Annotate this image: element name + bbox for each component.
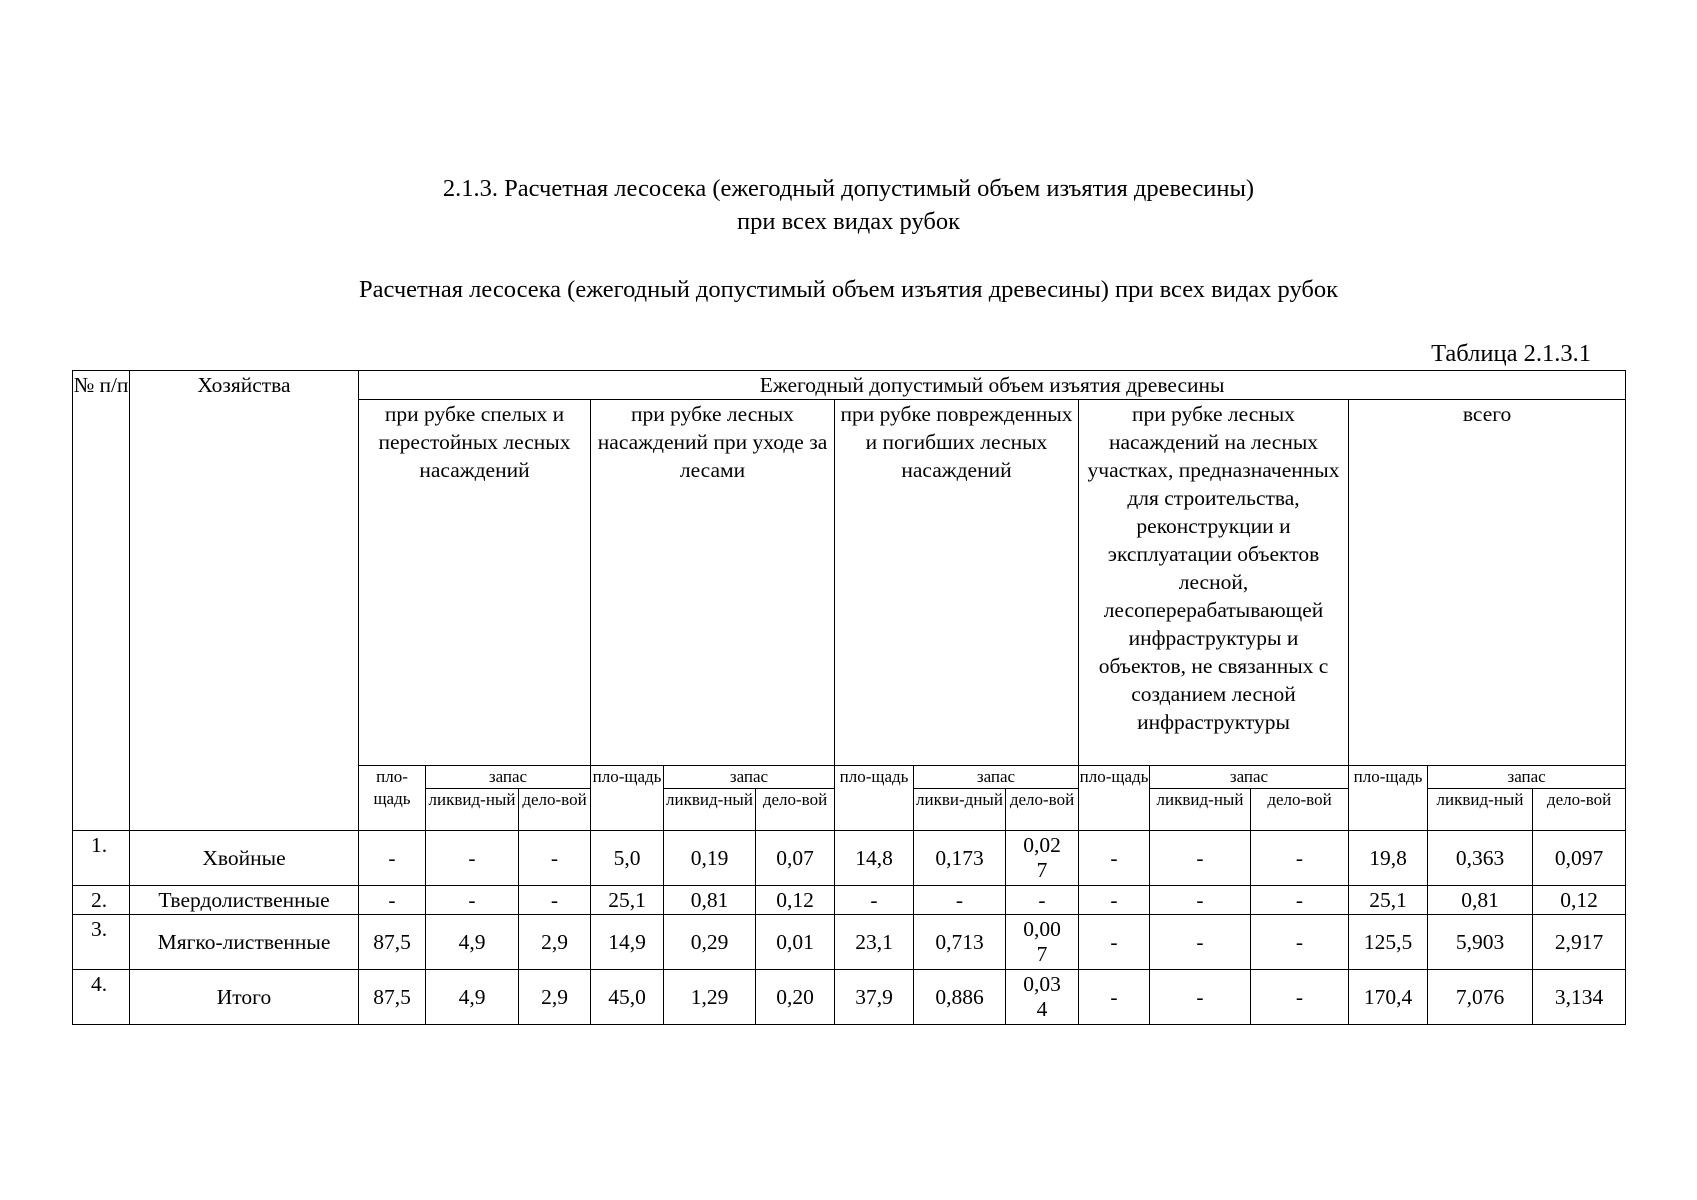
cell: -	[1251, 970, 1349, 1025]
cell: 0,81	[1428, 886, 1533, 915]
cell: 87,5	[359, 970, 426, 1025]
table-row	[73, 915, 1626, 970]
header-group-construction: при рубке лесных насаждений на лесных участках, предназначенных для строительства, реконструкции и эксплуатации объектов лесной, лесоперерабатывающей инфраструктуры и объектов, не связанных с созданием лесной инфраструктуры	[1079, 400, 1349, 766]
cell: 1,29	[664, 970, 756, 1025]
cell: -	[1150, 915, 1251, 970]
row-name: Мягко-лиственные	[130, 915, 359, 970]
cell: 4,9	[426, 915, 519, 970]
cell: 0,713	[914, 915, 1006, 970]
header-business: дело-вой	[519, 789, 591, 831]
cell: -	[519, 886, 591, 915]
row-name: Твердолиственные	[130, 886, 359, 915]
header-area: пло-щадь	[591, 766, 664, 831]
header-area: пло-щадь	[1079, 766, 1150, 831]
cell: 2,917	[1533, 915, 1626, 970]
header-business: дело-вой	[1251, 789, 1349, 831]
cell: 2,9	[519, 970, 591, 1025]
header-stock: запас	[1150, 766, 1349, 789]
section-heading-line1: 2.1.3. Расчетная лесосека (ежегодный допустимый объем изъятия древесины)	[442, 175, 1255, 202]
row-num: 3.	[73, 915, 130, 970]
cell: -	[1150, 970, 1251, 1025]
row-name: Хвойные	[130, 831, 359, 886]
cell: 0,81	[664, 886, 756, 915]
header-business: дело-вой	[1533, 789, 1626, 831]
cell: 14,8	[835, 831, 914, 886]
cell: 0,20	[756, 970, 835, 1025]
cell: 170,4	[1349, 970, 1428, 1025]
cell: -	[1079, 915, 1150, 970]
table-row	[73, 970, 1626, 1025]
cell: 125,5	[1349, 915, 1428, 970]
header-area: пло-щадь	[1349, 766, 1428, 831]
table-caption: Расчетная лесосека (ежегодный допустимый объем изъятия древесины) при всех видах рубок	[358, 276, 1339, 303]
cell: 4,9	[426, 970, 519, 1025]
cell: 7,076	[1428, 970, 1533, 1025]
cell: -	[1079, 970, 1150, 1025]
cell: 19,8	[1349, 831, 1428, 886]
cell: 3,134	[1533, 970, 1626, 1025]
cell: -	[359, 886, 426, 915]
header-row-1	[73, 371, 1626, 400]
cell: 0,097	[1533, 831, 1626, 886]
cell: 0,173	[914, 831, 1006, 886]
cell: 0,363	[1428, 831, 1533, 886]
cell: 45,0	[591, 970, 664, 1025]
header-area: пло-щадь	[359, 766, 426, 831]
cell: 25,1	[1349, 886, 1428, 915]
cell: 0,29	[664, 915, 756, 970]
cell: -	[1006, 886, 1079, 915]
cell: -	[1150, 886, 1251, 915]
header-area: пло-щадь	[835, 766, 914, 831]
cell: -	[359, 831, 426, 886]
cell: 0,886	[914, 970, 1006, 1025]
row-num: 4.	[73, 970, 130, 1025]
cell: 14,9	[591, 915, 664, 970]
cell: -	[1251, 831, 1349, 886]
header-main: Ежегодный допустимый объем изъятия древесины	[359, 371, 1626, 400]
cell: 0,01	[756, 915, 835, 970]
cell: 5,0	[591, 831, 664, 886]
cell: 0,07	[756, 831, 835, 886]
cell: 25,1	[591, 886, 664, 915]
cell: -	[1251, 886, 1349, 915]
cell: 0,19	[664, 831, 756, 886]
cell: 0,034	[1006, 970, 1079, 1025]
section-heading-line2: при всех видах рубок	[737, 208, 960, 235]
row-name: Итого	[130, 970, 359, 1025]
header-liquid: ликви-дный	[914, 789, 1006, 831]
header-farm: Хозяйства	[130, 371, 359, 831]
cell: -	[426, 831, 519, 886]
header-stock: запас	[914, 766, 1079, 789]
cell: 0,007	[1006, 915, 1079, 970]
header-group-damaged: при рубке поврежденных и погибших лесных насаждений	[835, 400, 1079, 766]
cell: 0,12	[1533, 886, 1626, 915]
row-num: 2.	[73, 886, 130, 915]
cell: 37,9	[835, 970, 914, 1025]
cell: -	[1150, 831, 1251, 886]
header-liquid: ликвид-ный	[426, 789, 519, 831]
header-liquid: ликвид-ный	[1150, 789, 1251, 831]
cell: 2,9	[519, 915, 591, 970]
felling-table	[72, 370, 1626, 1025]
section-heading	[0, 172, 1697, 238]
cell: 0,027	[1006, 831, 1079, 886]
cell: 0,12	[756, 886, 835, 915]
cell: -	[519, 831, 591, 886]
table-row	[73, 831, 1626, 886]
header-stock: запас	[426, 766, 591, 789]
cell: -	[914, 886, 1006, 915]
table-row	[73, 886, 1626, 915]
cell: -	[1251, 915, 1349, 970]
cell: -	[426, 886, 519, 915]
header-group-total: всего	[1349, 400, 1626, 766]
header-group-mature: при рубке спелых и перестойных лесных насаждений	[359, 400, 591, 766]
header-stock: запас	[1428, 766, 1626, 789]
cell: -	[1079, 831, 1150, 886]
header-liquid: ликвид-ный	[1428, 789, 1533, 831]
cell: 87,5	[359, 915, 426, 970]
header-liquid: ликвид-ный	[664, 789, 756, 831]
cell: 23,1	[835, 915, 914, 970]
cell: 5,903	[1428, 915, 1533, 970]
table-number-label: Таблица 2.1.3.1	[1431, 340, 1591, 367]
cell: -	[835, 886, 914, 915]
header-num: № п/п	[73, 371, 130, 831]
header-business: дело-вой	[756, 789, 835, 831]
cell: -	[1079, 886, 1150, 915]
header-stock: запас	[664, 766, 835, 789]
row-num: 1.	[73, 831, 130, 886]
header-business: дело-вой	[1006, 789, 1079, 831]
header-group-care: при рубке лесных насаждений при уходе за лесами	[591, 400, 835, 766]
